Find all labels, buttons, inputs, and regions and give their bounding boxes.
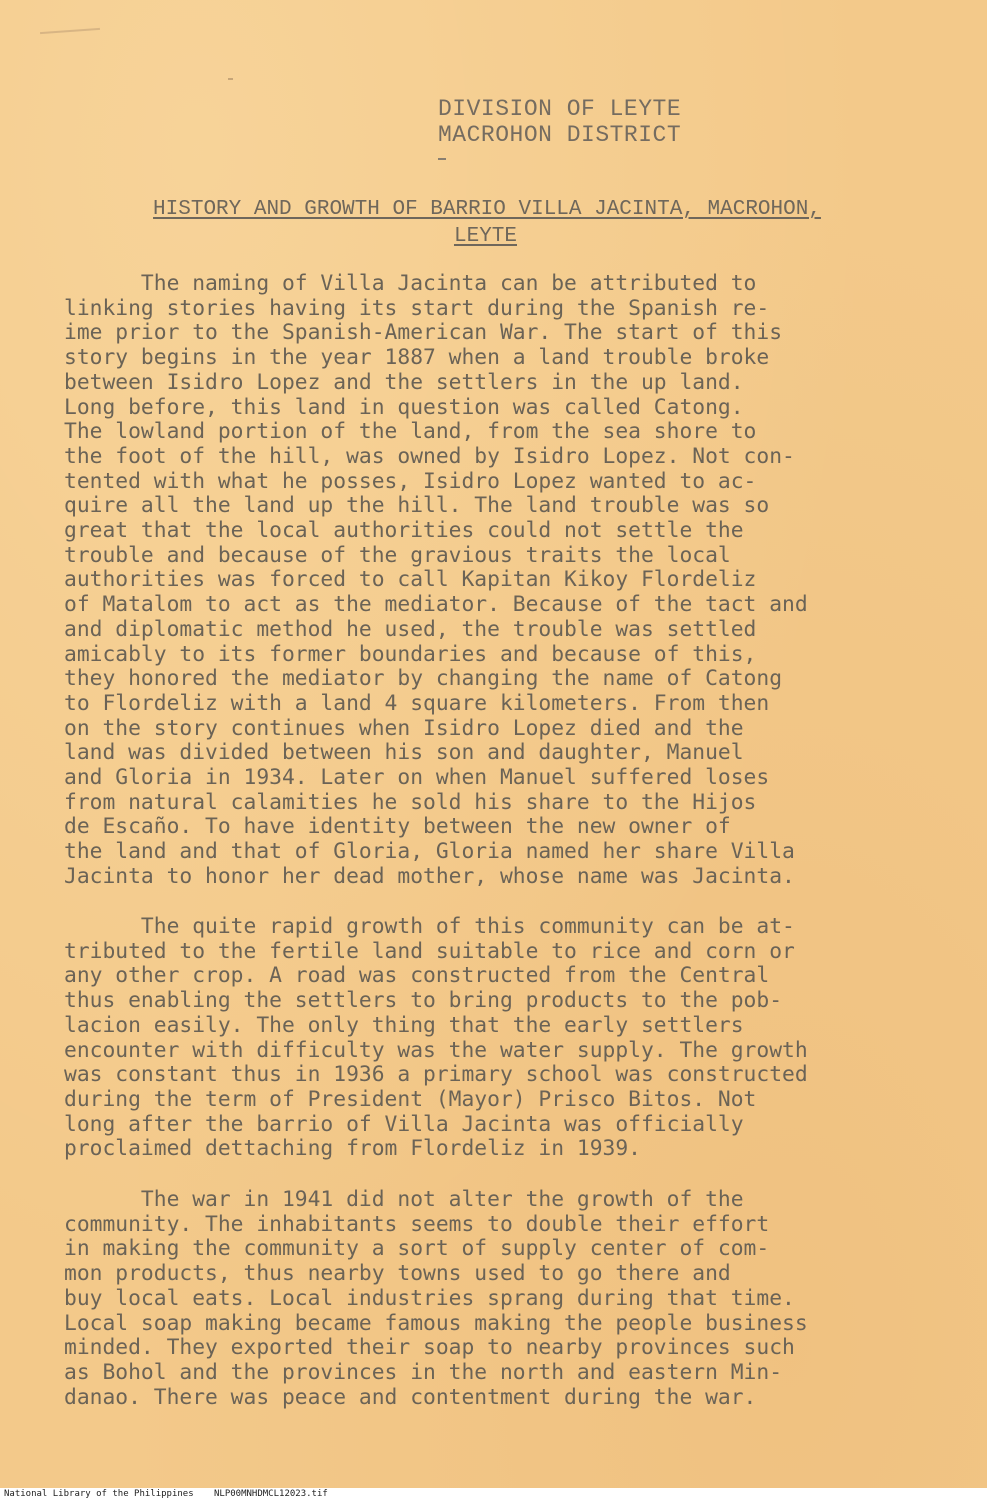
paragraph-naming: The naming of Villa Jacinta can be attributed to linking stories having its start during the Spanish re- ime prior to the Spanish-American War. The start of this story begins in the year 1887 when a land trouble broke between Isidro Lopez and the settlers in the up land. Long before, this land in question was called Catong. The lowland portion of the land, from the sea shore to the foot of the hill, was owned by Isidro Lopez. Not con- tented with what he posses, Isidro Lopez wanted to ac- quire all the land up the hill. The land trouble was so great that the local authorities could not settle the trouble and because of the gravious traits the local authorities was forced to call Kapitan Kikoy Flordeliz of Matalom to act as the mediator. Because of the tact and and diplomatic method he used, the trouble was settled amicably to its former boundaries and because of this, they honored the mediator by changing the name of Catong to Flordeliz with a land 4 square kilometers. From then on the story continues when Isidro Lopez died and the land was divided between his son and daughter, Manuel and Gloria in 1934. Later on when Manuel suffered loses from natural calamities he sold his share to the Hijos de Escaño. To have identity between the new owner of the land and that of Gloria, Gloria named her share Villa Jacinta to honor her dead mother, whose name was Jacinta. (64, 271, 808, 889)
document-title (92, 196, 882, 250)
scan-footer (0, 1488, 987, 1500)
paragraph-growth: The quite rapid growth of this community can be at- tributed to the fertile land suitable to rice and corn or any other crop. A road was constructed from the Central thus enabling the settlers to bring products to the pob- lacion easily. The only thing that the early settlers encounter with difficulty was the water supply. The growth was constant thus in 1936 a primary school was constructed during the term of President (Mayor) Prisco Bitos. Not long after the barrio of Villa Jacinta was officially proclaimed dettaching from Flordeliz in 1939. (64, 914, 808, 1162)
stray-mark (228, 78, 233, 80)
document-page: DIVISION OF LEYTE MACROHON DISTRICT HISTORY AND GROWTH OF BARRIO VILLA JACINTA, MACROHON, LEYTE The naming of Villa Jacinta can be attributed to linking stories having its start during the Spanish re- ime prior to the Spanish-American War. The start of this story begins in the year 1887 when a land trouble broke between Isidro Lopez and the settlers in the up land. Long before, this land in question was called Catong. The lowland portion of the land, from the sea shore to the foot of the hill, was owned by Isidro Lopez. Not con- tented with what he posses, Isidro Lopez wanted to ac- quire all the land up the hill. The land trouble was so great that the local authorities could not settle the trouble and because of the gravious traits the local authorities was forced to call Kapitan Kikoy Flordeliz of Matalom to act as the mediator. Because of the tact and and diplomatic method he used, the trouble was settled amicably to its former boundaries and because of this, they honored the mediator by changing the name of Catong to Flordeliz with a land 4 square kilometers. From then on the story continues when Isidro Lopez died and the land was divided between his son and daughter, Manuel and Gloria in 1934. Later on when Manuel suffered loses from natural calamities he sold his share to the Hijos de Escaño. To have identity between the new owner of the land and that of Gloria, Gloria named her share Villa Jacinta to honor her dead mother, whose name was Jacinta. The quite rapid growth of this community can be at- tributed to the fertile land suitable to rice and corn or any other crop. A road was constructed from the Central thus enabling the settlers to bring products to the pob- lacion easily. The only thing that the early settlers encounter with difficulty was the water supply. The growth was constant thus in 1936 a primary school was constructed during the term of President (Mayor) Prisco Bitos. Not long after the barrio of Villa Jacinta was officially proclaimed dettaching from Flordeliz in 1939. The war in 1941 did not alter the growth of the community. The inhabitants seems to double their effort in making the community a sort of supply center of com- mon products, thus nearby towns used to go there and buy local eats. Local industries sprang during that time. Local soap making became famous making the people business minded. They exported their soap to nearby provinces such as Bohol and the provinces in the north and eastern Min- danao. There was peace and contentment during the war. (0, 0, 987, 1500)
library-credit: National Library of the Philippines (4, 1489, 194, 1499)
stray-mark (40, 28, 100, 34)
scan-filename: NLP00MNHDMCL12023.tif (214, 1489, 328, 1499)
title-line-2: LEYTE (453, 225, 517, 248)
title-line-1: HISTORY AND GROWTH OF BARRIO VILLA JACINTA, MACROHON, (153, 198, 821, 221)
paragraph-war: The war in 1941 did not alter the growth of the community. The inhabitants seems to double their effort in making the community a sort of supply center of com- mon products, thus nearby towns used to go there and buy local eats. Local industries sprang during that time. Local soap making became famous making the people business minded. They exported their soap to nearby provinces such as Bohol and the provinces in the north and eastern Min- danao. There was peace and contentment during the war. (64, 1187, 808, 1410)
heading-dash (438, 158, 446, 160)
